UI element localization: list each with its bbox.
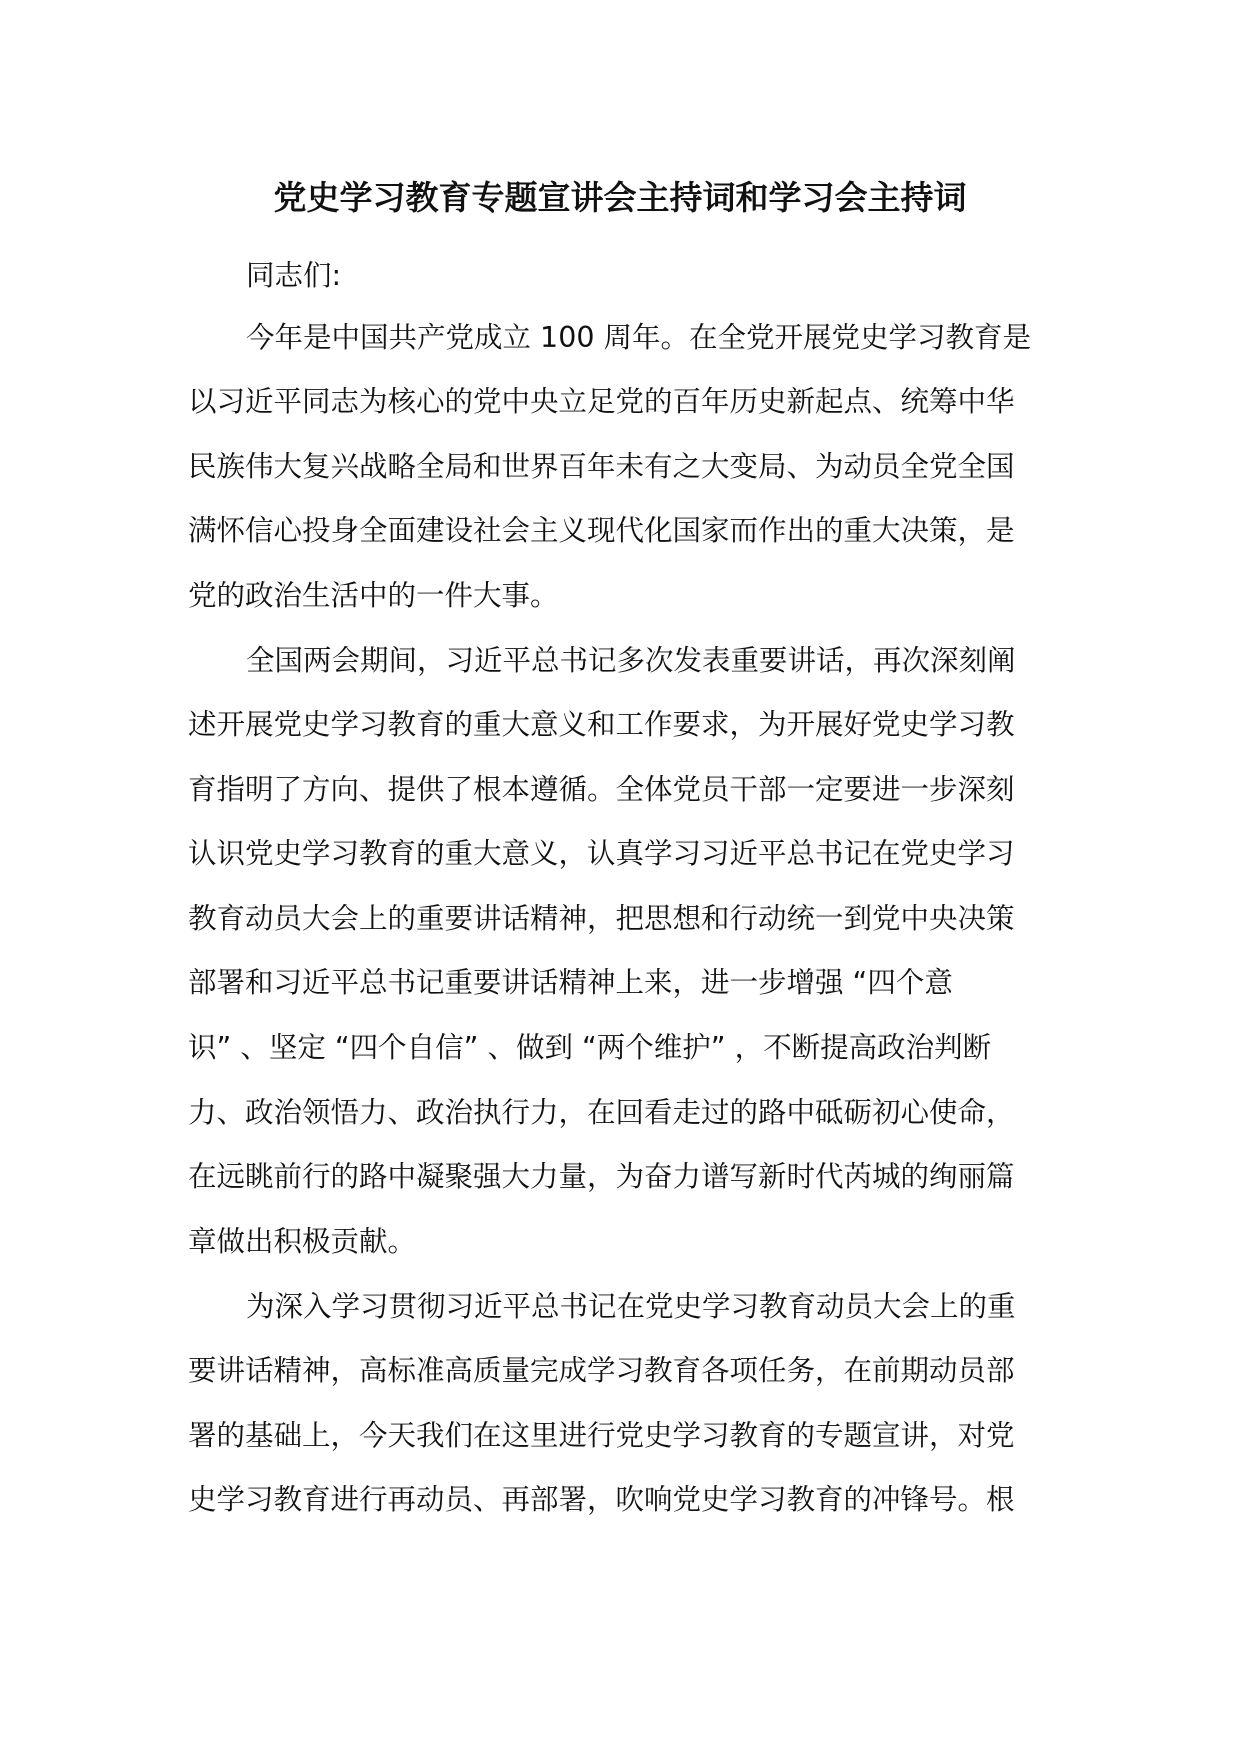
paragraph-line: 民族伟大复兴战略全局和世界百年未有之大变局、为动员全党全国 xyxy=(188,450,1015,483)
salutation: 同志们: xyxy=(246,259,342,292)
paragraph-line: 识” 、坚定 “四个自信” 、做到 “两个维护” ，不断提高政治判断 xyxy=(188,1031,992,1064)
paragraph-line: 部署和习近平总书记重要讲话精神上来，进一步增强 “四个意 xyxy=(188,966,953,999)
paragraph-line: 在远眺前行的路中凝聚强大力量，为奋力谱写新时代芮城的绚丽篇 xyxy=(188,1160,1015,1193)
paragraph-line: 育指明了方向、提供了根本遵循。全体党员干部一定要进一步深刻 xyxy=(188,773,1015,806)
paragraph-line: 要讲话精神，高标准高质量完成学习教育各项任务，在前期动员部 xyxy=(188,1354,1015,1387)
document-title: 党史学习教育专题宣讲会主持词和学习会主持词 xyxy=(273,178,967,217)
paragraph-line: 力、政治领悟力、政治执行力，在回看走过的路中砥砺初心使命， xyxy=(188,1096,1015,1129)
paragraph-line: 以习近平同志为核心的党中央立足党的百年历史新起点、统筹中华 xyxy=(188,385,1015,418)
paragraph-line: 满怀信心投身全面建设社会主义现代化国家而作出的重大决策，是 xyxy=(188,514,1015,547)
paragraph-line: 署的基础上，今天我们在这里进行党史学习教育的专题宣讲，对党 xyxy=(188,1419,1015,1452)
paragraph-line: 述开展党史学习教育的重大意义和工作要求，为开展好党史学习教 xyxy=(188,708,1015,741)
paragraph-line: 章做出积极贡献。 xyxy=(188,1225,417,1258)
paragraph-line: 教育动员大会上的重要讲话精神，把思想和行动统一到党中央决策 xyxy=(188,902,1015,935)
paragraph-line: 今年是中国共产党成立 100 周年。在全党开展党史学习教育是 xyxy=(246,321,1032,354)
paragraph-line: 史学习教育进行再动员、再部署，吹响党史学习教育的冲锋号。根 xyxy=(188,1483,1015,1516)
paragraph-line: 全国两会期间，习近平总书记多次发表重要讲话，再次深刻阐 xyxy=(246,644,1016,677)
paragraph-line: 认识党史学习教育的重大意义，认真学习习近平总书记在党史学习 xyxy=(188,837,1015,870)
paragraph-line: 为深入学习贯彻习近平总书记在党史学习教育动员大会上的重 xyxy=(246,1290,1016,1323)
paragraph-line: 党的政治生活中的一件大事。 xyxy=(188,579,559,612)
